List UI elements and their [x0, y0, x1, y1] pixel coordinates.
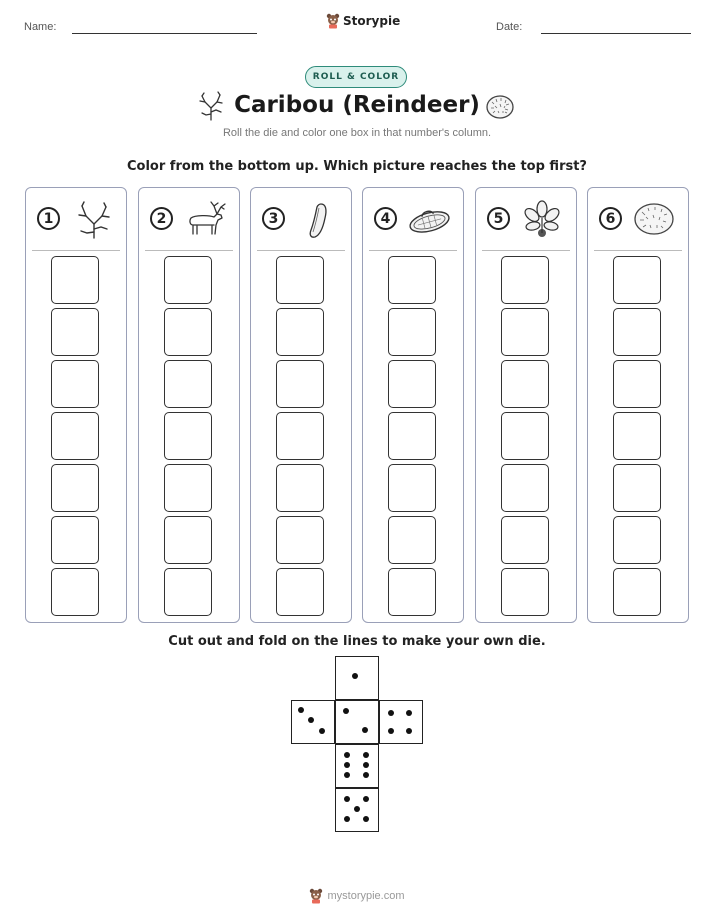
column-divider — [594, 250, 682, 251]
storypie-mascot-icon — [326, 13, 340, 29]
fur-icon — [484, 92, 516, 122]
die-pip — [362, 727, 368, 733]
die-pip — [363, 772, 369, 778]
name-label: Name: — [24, 21, 57, 33]
color-box[interactable] — [164, 568, 212, 616]
color-box[interactable] — [164, 308, 212, 356]
color-box[interactable] — [388, 256, 436, 304]
color-box[interactable] — [164, 256, 212, 304]
die-pip — [344, 816, 350, 822]
antler-icon — [293, 198, 341, 240]
color-box[interactable] — [276, 516, 324, 564]
die-pip — [363, 816, 369, 822]
cut-instruction: Cut out and fold on the lines to make your own die. — [168, 634, 546, 649]
die-pip — [388, 728, 394, 734]
color-box[interactable] — [501, 568, 549, 616]
die-face-6 — [335, 744, 379, 788]
color-box[interactable] — [388, 568, 436, 616]
die-pip — [363, 752, 369, 758]
color-box[interactable] — [51, 360, 99, 408]
fur-icon — [630, 198, 678, 240]
die-pip — [388, 710, 394, 716]
die-face-4 — [379, 700, 423, 744]
page-title: Caribou (Reindeer) — [234, 92, 480, 118]
color-box[interactable] — [501, 412, 549, 460]
column-2 — [138, 187, 240, 623]
snowshoe-icon — [405, 198, 453, 240]
color-box[interactable] — [501, 516, 549, 564]
column-3 — [250, 187, 352, 623]
color-box[interactable] — [613, 256, 661, 304]
color-box[interactable] — [388, 412, 436, 460]
color-box[interactable] — [276, 308, 324, 356]
color-box[interactable] — [613, 412, 661, 460]
die-pip — [344, 762, 350, 768]
column-divider — [145, 250, 233, 251]
die-face-2 — [335, 700, 379, 744]
tundra-plant-icon — [518, 198, 566, 240]
name-line[interactable] — [72, 33, 257, 34]
color-box[interactable] — [388, 360, 436, 408]
subtitle: Roll the die and color one box in that number's column. — [222, 127, 492, 139]
color-box[interactable] — [276, 360, 324, 408]
column-number: 4 — [374, 207, 397, 230]
color-box[interactable] — [276, 412, 324, 460]
die-pip — [406, 728, 412, 734]
color-box[interactable] — [613, 516, 661, 564]
color-box[interactable] — [388, 464, 436, 512]
column-number: 2 — [150, 207, 173, 230]
column-divider — [369, 250, 457, 251]
die-pip — [308, 717, 314, 723]
color-box[interactable] — [388, 308, 436, 356]
die-pip — [344, 772, 350, 778]
die-face-5 — [335, 788, 379, 832]
footer — [0, 888, 714, 904]
color-box[interactable] — [51, 464, 99, 512]
color-box[interactable] — [276, 256, 324, 304]
date-label: Date: — [496, 21, 523, 33]
die-pip — [363, 796, 369, 802]
color-box[interactable] — [51, 568, 99, 616]
die-pip — [319, 728, 325, 734]
color-box[interactable] — [501, 308, 549, 356]
color-box[interactable] — [164, 412, 212, 460]
roll-and-color-badge: ROLL & COLOR — [305, 66, 407, 88]
column-number: 5 — [487, 207, 510, 230]
die-face-1 — [335, 656, 379, 700]
color-box[interactable] — [164, 464, 212, 512]
column-divider — [482, 250, 570, 251]
color-box[interactable] — [51, 308, 99, 356]
color-box[interactable] — [613, 308, 661, 356]
color-box[interactable] — [276, 464, 324, 512]
date-line[interactable] — [541, 33, 691, 34]
caribou-icon — [181, 198, 229, 240]
lichen-icon — [68, 198, 116, 240]
color-box[interactable] — [388, 516, 436, 564]
color-box[interactable] — [164, 360, 212, 408]
color-box[interactable] — [501, 256, 549, 304]
instruction-text: Color from the bottom up. Which picture reaches the top first? — [127, 159, 587, 174]
die-pip — [352, 673, 358, 679]
die-pip — [363, 762, 369, 768]
column-divider — [257, 250, 345, 251]
brand-name: Storypie — [343, 14, 401, 28]
color-box[interactable] — [51, 256, 99, 304]
storypie-mascot-icon — [309, 888, 323, 904]
column-number: 3 — [262, 207, 285, 230]
color-box[interactable] — [164, 516, 212, 564]
die-pip — [406, 710, 412, 716]
color-box[interactable] — [613, 568, 661, 616]
die-pip — [344, 796, 350, 802]
die-face-3 — [291, 700, 335, 744]
die-pip — [354, 806, 360, 812]
die-pip — [298, 707, 304, 713]
color-box[interactable] — [501, 360, 549, 408]
column-5 — [475, 187, 577, 623]
column-1 — [25, 187, 127, 623]
color-box[interactable] — [51, 516, 99, 564]
footer-url[interactable]: mystorypie.com — [327, 890, 405, 902]
color-box[interactable] — [276, 568, 324, 616]
brand-logo — [326, 13, 400, 29]
die-pip — [344, 752, 350, 758]
color-box[interactable] — [501, 464, 549, 512]
column-number: 1 — [37, 207, 60, 230]
color-box[interactable] — [51, 412, 99, 460]
color-box[interactable] — [613, 360, 661, 408]
color-box[interactable] — [613, 464, 661, 512]
column-divider — [32, 250, 120, 251]
column-6 — [587, 187, 689, 623]
column-4 — [362, 187, 464, 623]
column-number: 6 — [599, 207, 622, 230]
die-pip — [343, 708, 349, 714]
